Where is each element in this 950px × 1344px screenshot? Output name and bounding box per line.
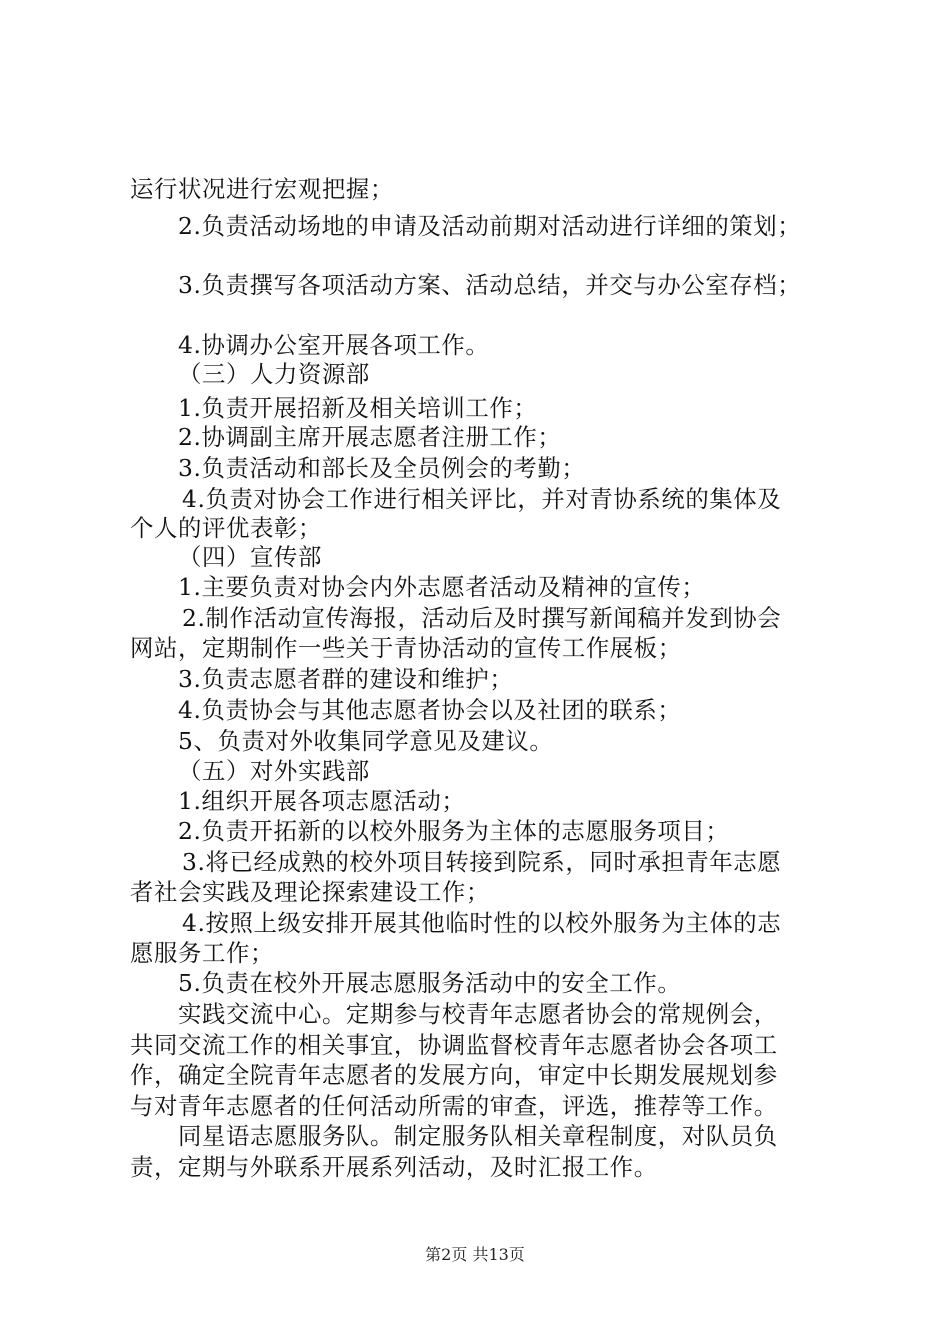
text-line: 运行状况进行宏观把握； (130, 175, 394, 203)
text-line: 3.负责撰写各项活动方案、活动总结，并交与办公室存档； (178, 271, 802, 299)
text-line: 实践交流中心。定期参与校青年志愿者协会的常规例会， (178, 1000, 778, 1028)
section-heading: （三）人力资源部 (178, 360, 370, 388)
text-line: 网站，定期制作一些关于青协活动的宣传工作展板； (130, 634, 682, 662)
text-line: 4.按照上级安排开展其他临时性的以校外服务为主体的志 (182, 909, 782, 937)
text-line: 愿服务工作； (130, 939, 274, 967)
text-line: 2.制作活动宣传海报，活动后及时撰写新闻稿并发到协会 (182, 604, 782, 632)
text-line: 3.负责活动和部长及全员例会的考勤； (178, 454, 586, 482)
text-line: 4.负责对协会工作进行相关评比，并对青协系统的集体及 (182, 485, 782, 513)
text-line: 5、负责对外收集同学意见及建议。 (178, 727, 554, 755)
text-line: 2.负责开拓新的以校外服务为主体的志愿服务项目； (178, 817, 730, 845)
text-line: 4.协调办公室开展各项工作。 (178, 331, 490, 359)
text-line: 者社会实践及理论探索建设工作； (130, 878, 490, 906)
text-line: 同星语志愿服务队。制定服务队相关章程制度，对队员负 (178, 1122, 778, 1150)
text-line: 作，确定全院青年志愿者的发展方向，审定中长期发展规划参 (130, 1061, 778, 1089)
text-line: 与对青年志愿者的任何活动所需的审查，评选，推荐等工作。 (130, 1092, 778, 1120)
section-heading: （五）对外实践部 (178, 757, 370, 785)
text-line: 5.负责在校外开展志愿服务活动中的安全工作。 (178, 969, 682, 997)
text-line: 责，定期与外联系开展系列活动，及时汇报工作。 (130, 1153, 658, 1181)
text-line: 4.负责协会与其他志愿者协会以及社团的联系； (178, 696, 682, 724)
text-line: 3.负责志愿者群的建设和维护； (178, 665, 514, 693)
section-heading: （四）宣传部 (178, 543, 322, 571)
text-line: 个人的评优表彰； (130, 514, 322, 542)
page-footer: 第2页 共13页 (425, 1245, 525, 1264)
text-line: 2.负责活动场地的申请及活动前期对活动进行详细的策划； (178, 212, 802, 240)
text-line: 1.主要负责对协会内外志愿者活动及精神的宣传； (178, 573, 706, 601)
text-line: 2.协调副主席开展志愿者注册工作； (178, 423, 562, 451)
text-line: 3.将已经成熟的校外项目转接到院系，同时承担青年志愿 (182, 848, 782, 876)
text-line: 共同交流工作的相关事宜，协调监督校青年志愿者协会各项工 (130, 1031, 778, 1059)
text-line: 1.负责开展招新及相关培训工作； (178, 394, 538, 422)
text-line: 1.组织开展各项志愿活动； (178, 787, 466, 815)
